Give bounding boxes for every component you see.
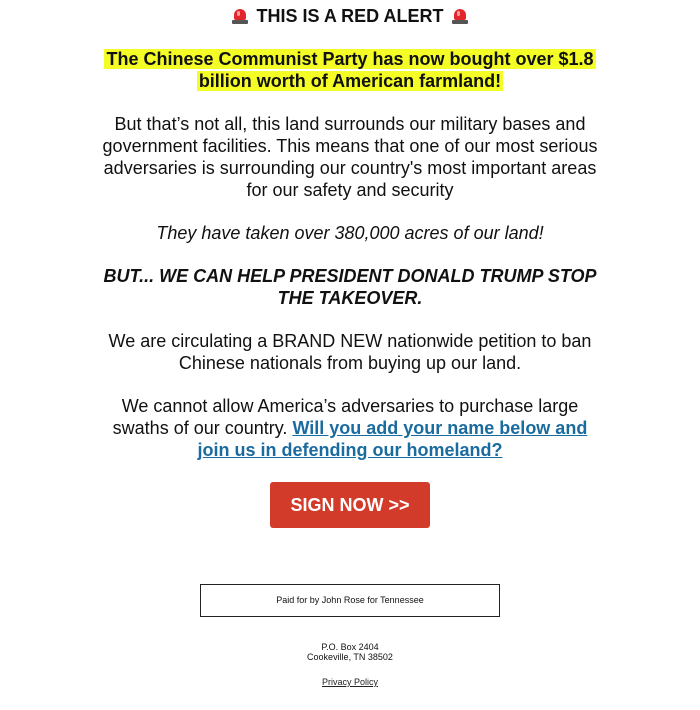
acres-paragraph: They have taken over 380,000 acres of our land! [156,223,544,243]
paid-for-box: Paid for by John Rose for Tennessee [200,584,500,617]
headline [95,48,605,92]
petition-paragraph: We are circulating a BRAND NEW nationwide petition to ban Chinese nationals from buying up our land. [108,331,592,373]
trump-paragraph: BUT... WE CAN HELP PRESIDENT DONALD TRUMP STOP THE TAKEOVER. [103,266,597,308]
add-name-link[interactable]: Will you add your name below and join us in defending our homeland? [197,418,588,460]
privacy-policy-row [0,677,700,687]
red-alert-text: THIS IS A RED ALERT [256,6,444,26]
email-content [95,0,605,528]
adversaries-text: We cannot allow America’s adversaries to purchase large swaths of our country. [112,396,579,438]
military-bases-paragraph: But that’s not all, this land surrounds our military bases and government facilities. This means that one of our most serious adversaries is surrounding our country's most important areas for our safety and security [102,114,598,200]
address-line-2: Cookeville, TN 38502 [307,652,393,662]
red-alert-header [95,0,605,27]
address-line-1: P.O. Box 2404 [321,642,379,652]
sign-button-wrap [95,482,605,528]
privacy-policy-link[interactable]: Privacy Policy [321,677,378,687]
police-car-light-icon [452,8,468,24]
mailing-address [0,642,700,662]
headline-text: The Chinese Communist Party has now bought over $1.8 billion worth of American farmland! [106,49,594,91]
sign-now-button[interactable]: SIGN NOW >> [270,482,430,528]
police-car-light-icon [232,8,248,24]
adversaries-paragraph [95,395,605,461]
